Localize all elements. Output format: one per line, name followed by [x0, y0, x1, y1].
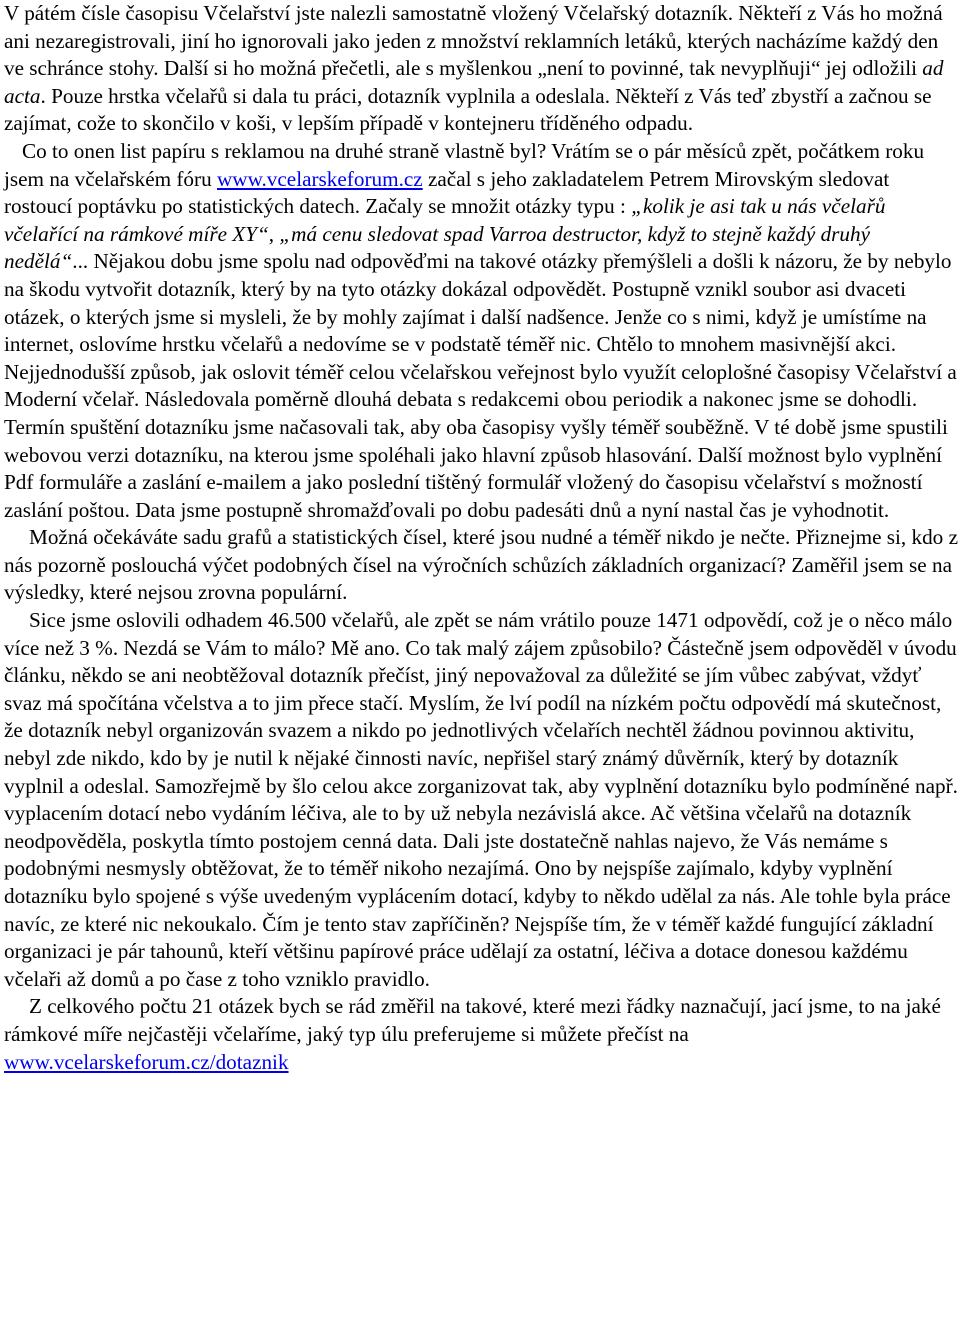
article	[4, 0, 958, 1076]
example-question-2: „má cenu sledovat spad Varroa destructor, když to stejně každý druhý nedělá“	[4, 221, 871, 274]
paragraph-response-rate: Sice jsme oslovili odhadem 46.500 včelařů, ale zpět se nám vrátilo pouze 1471 odpovědí, což je o něco málo více než 3 %. Nezdá se Vám to málo? Mě ano. Co tak malý zájem způsobilo? Částečně jsem odpověděl v úvodu článku, někdo se ani neobtěžoval dotazník přečíst, jiný nepovažoval za důležité se jím vůbec zabývat, vždyť svaz má spočítána včelstva a to jim přece stačí. Myslím, že lví podíl na nízkém počtu odpovědí má skutečnost, že dotazník nebyl organizován svazem a nikdo po jednotlivých včelařích nechtěl žádnou povinnou aktivitu, nebyl zde nikdo, kdo by je nutil k nějaké činnosti navíc, nepřišel starý známý důvěrník, který by dotazník vyplnil a odeslal. Samozřejmě by šlo celou akce zorganizovat tak, aby vyplnění dotazníku bylo podmíněné např. vyplacením dotací nebo vydáním léčiva, ale to by už nebyla nezávislá akce. Ač většina včelařů na dotazník neodpověděla, poskytla tímto postojem cenná data. Dali jste dostatečně nahlas najevo, že Vás nemáme s podobnými nesmysly obtěžovat, že to téměř nikoho nezajímá. Ono by nejspíše zajímalo, kdyby vyplnění dotazníku bylo spojené s výše uvedeným vyplácením dotací, kdyby to někdo udělal za nás. Ale tohle byla práce navíc, ze které nic nekoukalo. Čím je tento stav zapříčiněn? Nejspíše tím, že v téměř každé fungující základní organizaci je pár tahounů, kteří většinu papírové práce udělají za ostatní, léčiva a dotace donesou každému včelaři až domů a po čase z toho vzniklo pravidlo.	[4, 608, 958, 991]
paragraph-intro-text-2: . Pouze hrstka včelařů si dala tu práci, dotazník vyplnila a odeslala. Někteří z Vás teď zbystří a začnou se zajímat, cože to skončilo v koši, v lepším případě v kontejneru tříděného odpadu.	[4, 83, 932, 136]
paragraph-origin-text-2: začal s jeho zakladatelem Petrem Mirovským sledovat rostoucí poptávku po statistických datech. Začaly se množit otázky typu :	[4, 166, 890, 219]
ad-acta-phrase: ad acta	[4, 56, 944, 108]
paragraph-conclusion	[4, 993, 958, 1076]
paragraph-conclusion-text: Z celkového počtu 21 otázek bych se rád změřil na takové, které mezi řádky naznačují, jací jsme, to na jaké rámkové míře nejčastěji včelaříme, jaký typ úlu preferujeme si můžete přečíst na	[4, 994, 941, 1046]
paragraph-origin	[4, 138, 958, 524]
paragraph-intro	[4, 0, 958, 138]
dotaznik-link[interactable]: www.vcelarskeforum.cz/dotaznik	[4, 1049, 289, 1074]
forum-link[interactable]: www.vcelarskeforum.cz	[216, 166, 423, 191]
paragraph-origin-text-3: ,	[268, 221, 280, 246]
paragraph-origin-text-1: Co to onen list papíru s reklamou na druhé straně vlastně byl? Vrátím se o pár měsíců zpět, počátkem roku jsem na včelařském fóru	[4, 138, 925, 191]
example-question-1: „kolik je asi tak u nás včelařů včelařící na rámkové míře XY“	[4, 194, 886, 246]
paragraph-origin-text-4: ... Nějakou dobu jsme spolu nad odpověďmi na takové otázky přemýšleli a došli k názoru, že by nebylo na škodu vytvořit dotazník, který by na tyto otázky dokázal odpovědět. Postupně vznikl soubor asi dvaceti otázek, o kterých jsme si mysleli, že by mohly zajímat i další nadšence. Jenže co s nimi, když je umístíme na internet, oslovíme hrstku včelařů a nedovíme se v podstatě téměř nic. Chtělo to mnohem masivnější akci. Nejjednodušší způsob, jak oslovit téměř celou včelařskou veřejnost bylo využít celoplošné časopisy Včelařství a Moderní včelař. Následovala poměrně dlouhá debata s redakcemi obou periodik a nakonec jsme se dohodli. Termín spuštění dotazníku jsme načasovali tak, aby oba časopisy vyšly téměř souběžně. V té době jsme spustili webovou verzi dotazníku, na kterou jsme spoléhali jako hlavní způsob hlasování. Další možnost bylo vyplnění Pdf formuláře a zaslání e-mailem a jako poslední tištěný formulář vložený do časopisu včelařství s možností zaslání poštou. Data jsme postupně shromažďovali po dobu padesáti dnů a nyní nastal čas je vyhodnotit.	[4, 249, 957, 522]
paragraph-expectations: Možná očekáváte sadu grafů a statistických čísel, které jsou nudné a téměř nikdo je nečte. Přiznejme si, kdo z nás pozorně poslouchá výčet podobných čísel na výročních schůzích základních organizací? Zaměřil jsem se na výsledky, které nejsou zrovna populární.	[4, 525, 958, 605]
paragraph-intro-text-1: V pátém čísle časopisu Včelařství jste nalezli samostatně vložený Včelařský dotazník. Někteří z Vás ho možná ani nezaregistrovali, jiní ho ignorovali jako jeden z množství reklamních letáků, kterých nacházíme každý den ve schránce stohy. Další si ho možná přečetli, ale s myšlenkou „není to povinné, tak nevyplňuji“ jej odložili	[4, 1, 943, 81]
